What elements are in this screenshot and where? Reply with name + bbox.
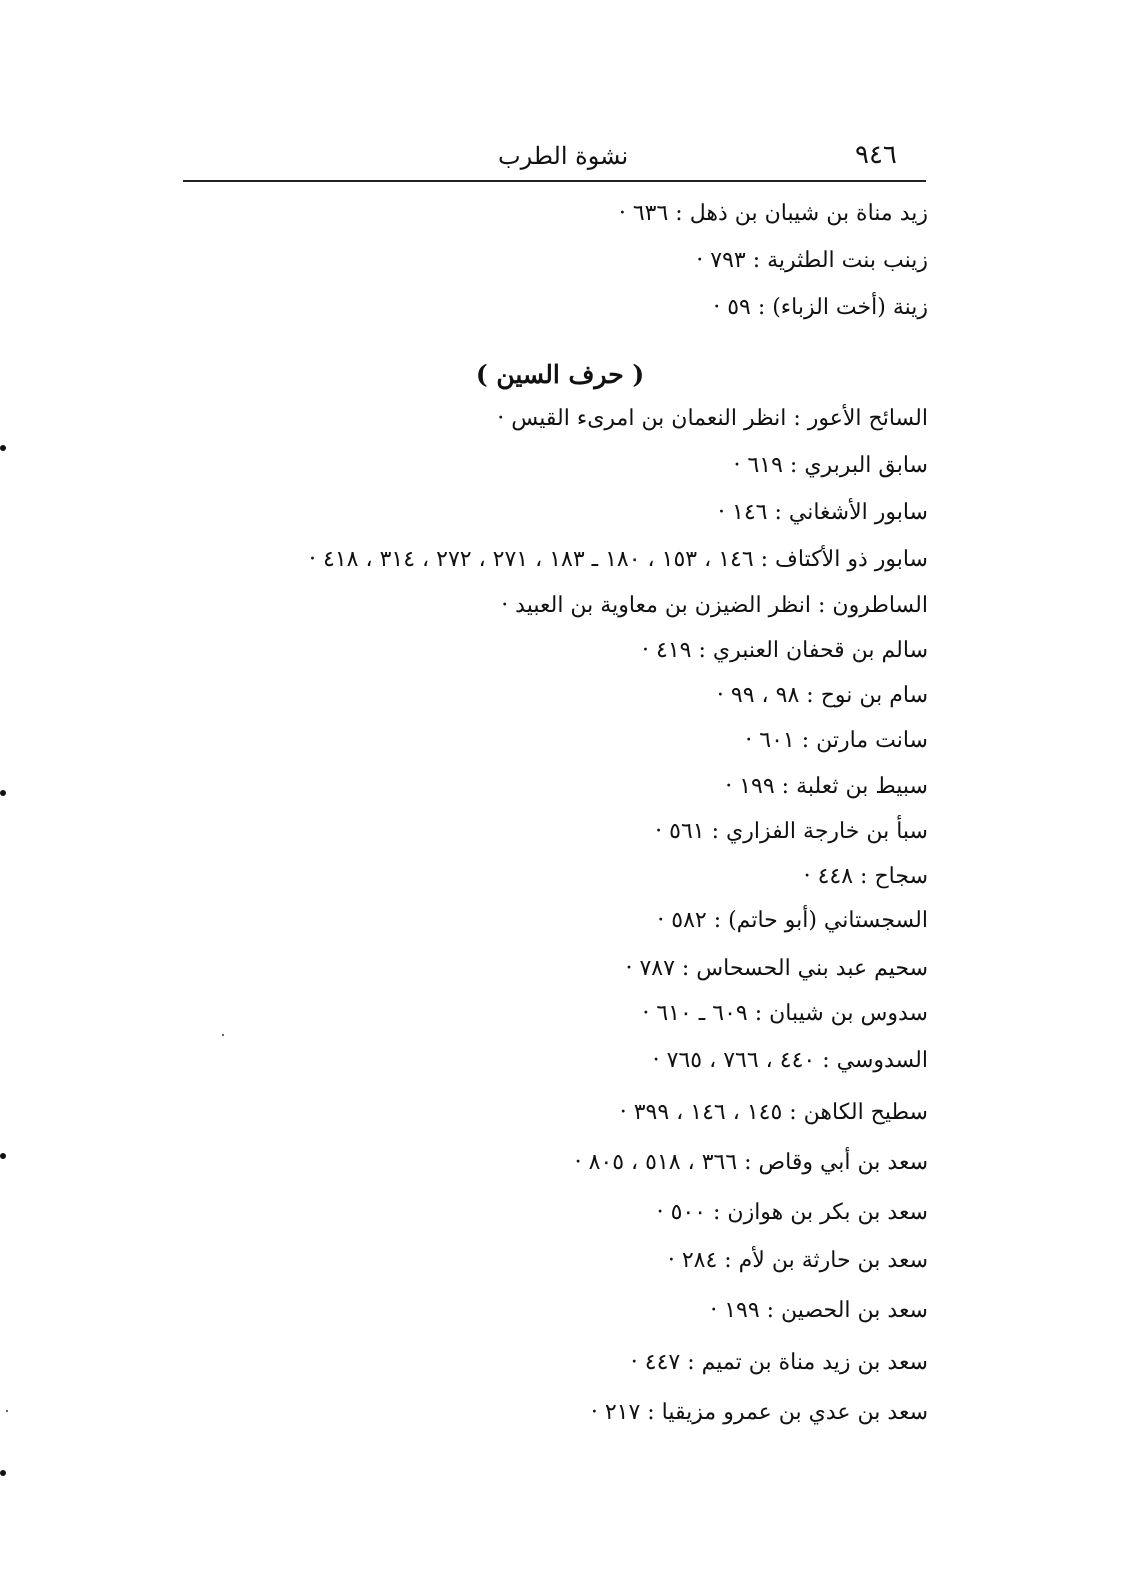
index-entry: سدوس بن شيبان : ٦٠٩ ـ ٦١٠ · [642, 1001, 928, 1026]
index-entry: سعد بن عدي بن عمرو مزيقيا : ٢١٧ · [590, 1400, 928, 1425]
index-entry: السجستاني (أبو حاتم) : ٥٨٢ · [657, 908, 928, 933]
index-entry: الساطرون : انظر الضيزن بن معاوية بن العبيد · [501, 593, 928, 618]
running-title: نشوة الطرب [498, 142, 629, 170]
index-entry: السدوسي : ٤٤٠ ، ٧٦٦ ، ٧٦٥ · [652, 1048, 928, 1073]
margin-dot [0, 1153, 6, 1159]
index-entry: سام بن نوح : ٩٨ ، ٩٩ · [716, 683, 928, 708]
index-entry: سانت مارتن : ٦٠١ · [745, 728, 928, 753]
index-entry: سبيط بن ثعلبة : ١٩٩ · [725, 774, 928, 799]
index-entry: سالم بن قحفان العنبري : ٤١٩ · [642, 638, 928, 663]
margin-dot [0, 1470, 6, 1476]
margin-dot [0, 445, 6, 451]
index-entry: سعد بن الحصين : ١٩٩ · [710, 1298, 928, 1323]
index-entry: سطيح الكاهن : ١٤٥ ، ١٤٦ ، ٣٩٩ · [619, 1100, 928, 1125]
index-entry: سعد بن حارثة بن لأم : ٢٨٤ · [667, 1248, 928, 1273]
page-number: ٩٤٦ [855, 140, 897, 170]
index-entry: السائح الأعور : انظر النعمان بن امرىء القيس · [497, 406, 928, 431]
header-rule [183, 180, 926, 182]
index-entry: زينة (أخت الزباء) : ٥٩ · [713, 295, 928, 320]
index-entry: سعد بن زيد مناة بن تميم : ٤٤٧ · [630, 1350, 928, 1375]
scan-speck [222, 1034, 224, 1036]
section-heading: ( حرف السين ) [475, 360, 645, 389]
margin-dot [0, 790, 6, 796]
index-entry: سابور الأشغاني : ١٤٦ · [718, 500, 928, 525]
index-entry: سعد بن بكر بن هوازن : ٥٠٠ · [656, 1200, 928, 1225]
index-entry: زينب بنت الطثرية : ٧٩٣ · [696, 248, 928, 273]
scan-speck [6, 1410, 8, 1412]
index-entry: سحيم عبد بني الحسحاس : ٧٨٧ · [625, 956, 928, 981]
index-entry: سابور ذو الأكتاف : ١٤٦ ، ١٥٣ ، ١٨٠ ـ ١٨٣ ، ٢٧١ ، ٢٧٢ ، ٣١٤ ، ٤١٨ · [309, 547, 928, 572]
index-entry: سعد بن أبي وقاص : ٣٦٦ ، ٥١٨ ، ٨٠٥ · [574, 1150, 928, 1175]
index-entry: سابق البربري : ٦١٩ · [733, 453, 928, 478]
index-entry: زيد مناة بن شيبان بن ذهل : ٦٣٦ · [618, 201, 928, 226]
index-entry: سبأ بن خارجة الفزاري : ٥٦١ · [655, 819, 928, 844]
index-entry: سجاح : ٤٤٨ · [803, 864, 928, 889]
